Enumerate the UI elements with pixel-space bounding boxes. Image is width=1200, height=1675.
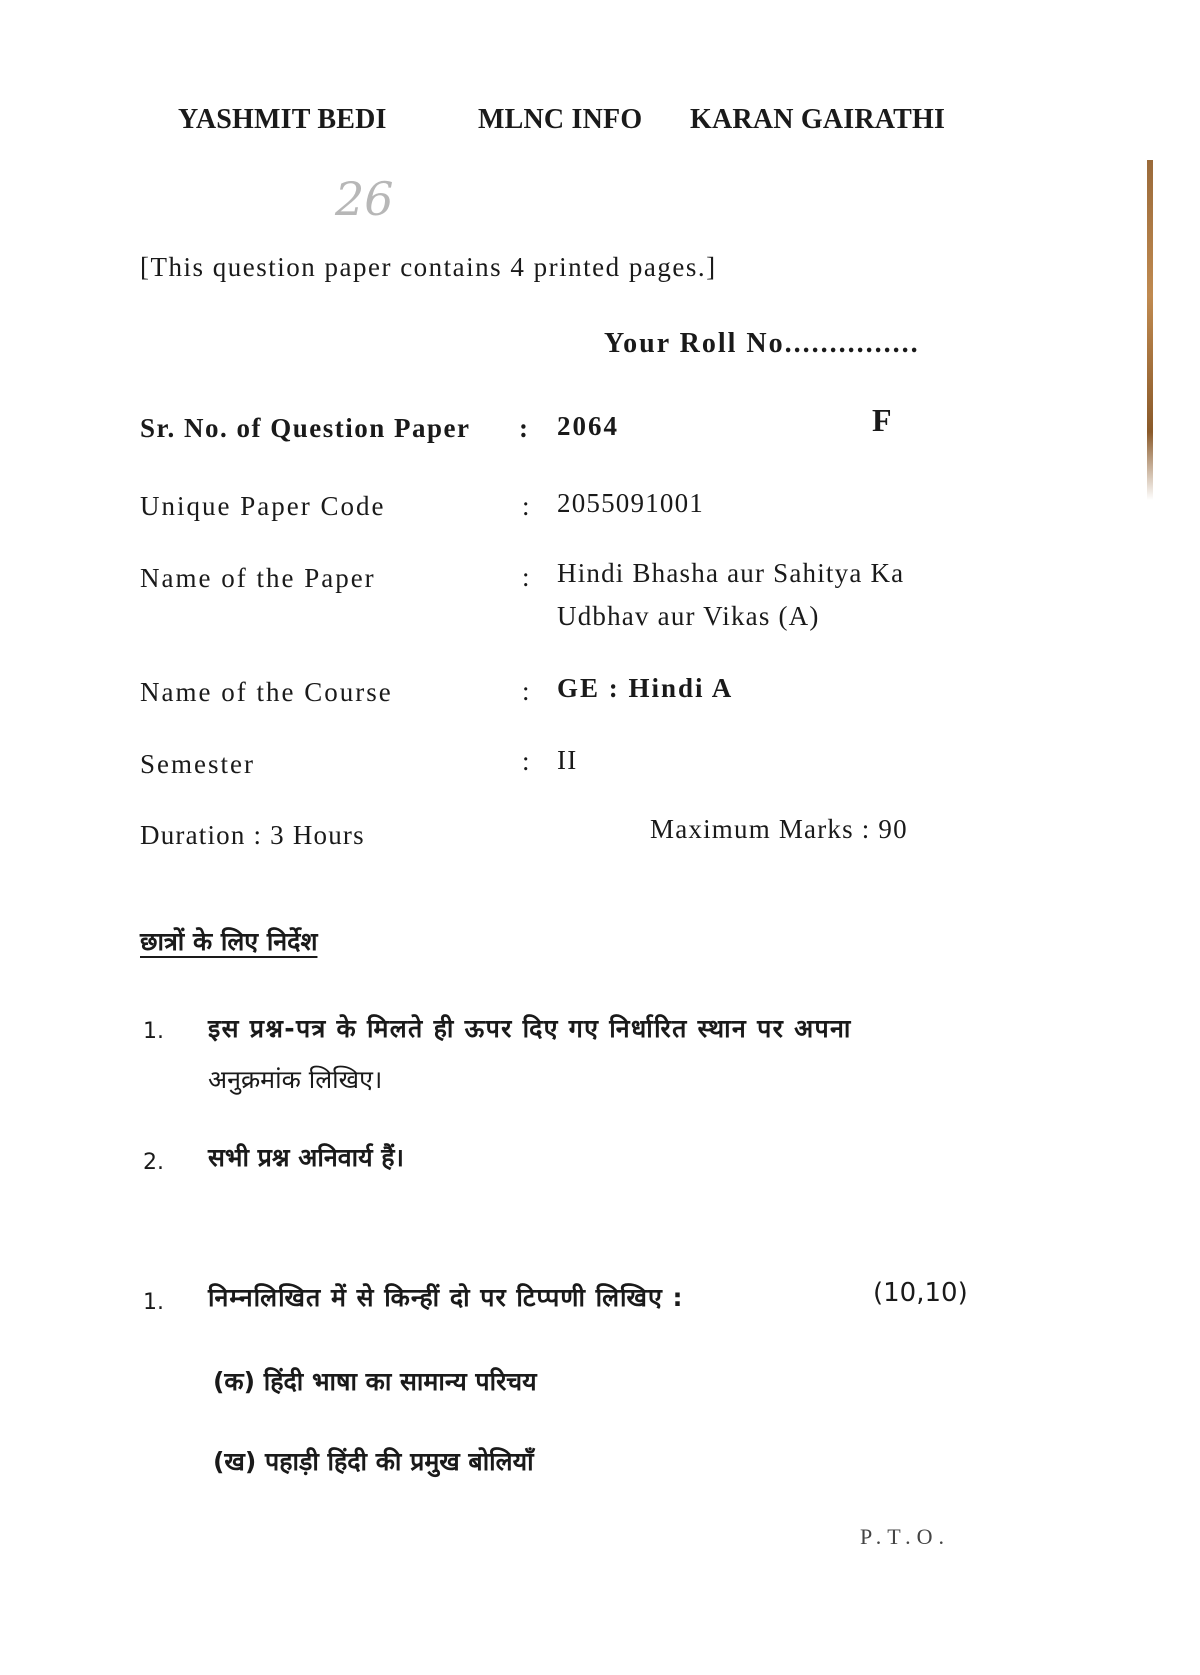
instruction-2-text: सभी प्रश्न अनिवार्य हैं। [208,1143,405,1172]
please-turn-over: P.T.O. [860,1524,950,1549]
sr-no-label: Sr. No. of Question Paper [140,413,471,443]
instruction-1-number: 1. [143,1019,164,1044]
question-1-text: निम्नलिखित में से किन्हीं दो पर टिप्पणी लिखिए : [208,1283,684,1312]
instruction-2-number: 2. [143,1150,164,1175]
course-name-colon: : [522,676,530,706]
paper-name-colon: : [522,562,530,592]
question-1-option-ka: (क) हिंदी भाषा का सामान्य परिचय [213,1367,537,1396]
semester-colon: : [522,746,530,776]
instructions-heading: छात्रों के लिए निर्देश [140,927,318,956]
author-name-left: YASHMIT BEDI [178,104,387,135]
pages-note: [This question paper contains 4 printed pages.] [140,252,717,282]
paper-name-line1: Hindi Bhasha aur Sahitya Ka [557,558,905,588]
question-1-number: 1. [143,1290,164,1315]
course-name-label: Name of the Course [140,677,393,707]
scan-edge-mark [1147,160,1153,500]
sr-no-value: 2064 [557,411,619,441]
upc-label: Unique Paper Code [140,491,386,521]
semester-label: Semester [140,749,255,779]
upc-colon: : [522,491,530,521]
instruction-1-line1: इस प्रश्न-पत्र के मिलते ही ऊपर दिए गए निर्धारित स्थान पर अपना [208,1014,852,1043]
maximum-marks: Maximum Marks : 90 [650,814,908,844]
source-name-center: MLNC INFO [478,104,643,135]
semester-value: II [557,745,578,775]
course-name-value: GE : Hindi A [557,673,734,703]
instruction-1-line2: अनुक्रमांक लिखिए। [208,1065,383,1094]
upc-value: 2055091001 [557,488,704,518]
duration: Duration : 3 Hours [140,820,365,850]
paper-name-label: Name of the Paper [140,563,376,593]
question-1-marks: (10,10) [873,1278,968,1308]
roll-number-field: Your Roll No............... [604,328,920,359]
sr-no-colon: : [519,413,528,443]
author-name-right: KARAN GAIRATHI [690,104,946,135]
paper-name-line2: Udbhav aur Vikas (A) [557,601,820,631]
question-1-option-kha: (ख) पहाड़ी हिंदी की प्रमुख बोलियाँ [213,1447,534,1476]
set-code: F [872,402,892,438]
handwritten-number: 26 [335,172,394,226]
